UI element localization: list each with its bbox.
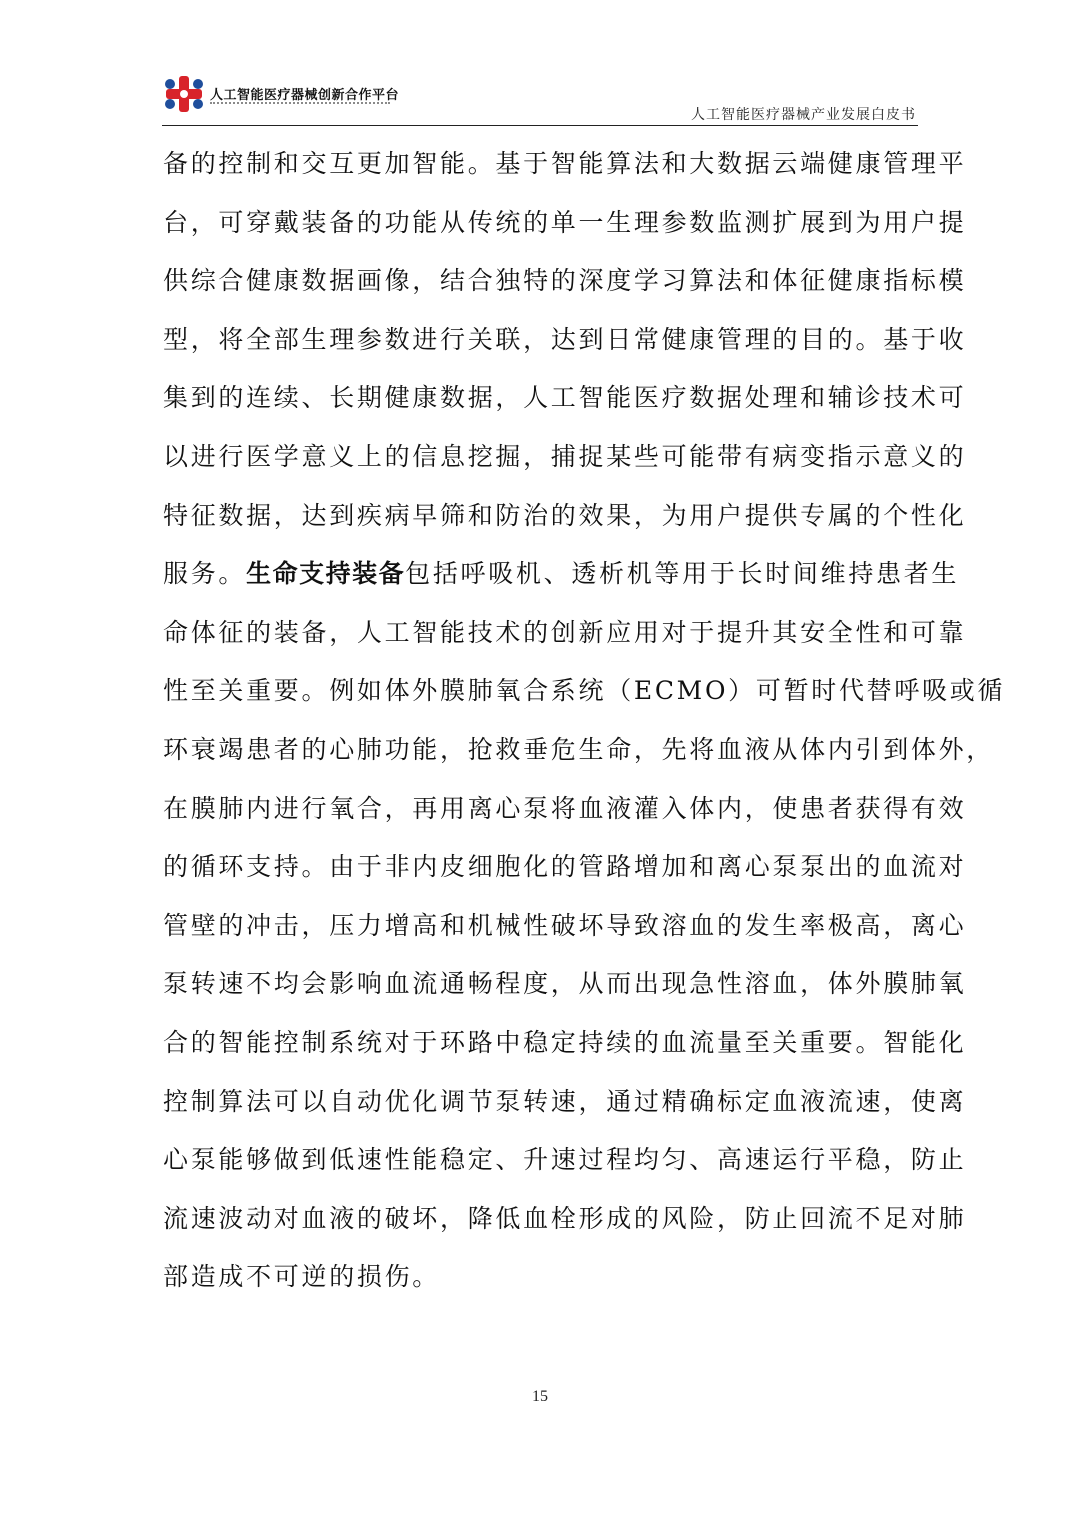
text-line: 心泵能够做到低速性能稳定、升速过程均匀、高速运行平稳，防止 xyxy=(163,1145,967,1175)
text-line: 性至关重要。例如体外膜肺氧合系统（ECMO）可暂时代替呼吸或循 xyxy=(163,676,1006,706)
platform-logo-icon xyxy=(162,74,206,114)
text-line: 控制算法可以自动优化调节泵转速，通过精确标定血液流速，使离 xyxy=(163,1086,967,1116)
text-line: 环衰竭患者的心肺功能，抢救垂危生命，先将血液从体内引到体外， xyxy=(163,734,995,764)
text-line: 服务。生命支持装备包括呼吸机、透析机等用于长时间维持患者生 xyxy=(163,559,960,589)
text-line: 以进行医学意义上的信息挖掘，捕捉某些可能带有病变指示意义的 xyxy=(163,441,967,471)
text-line: 在膜肺内进行氧合，再用离心泵将血液灌入体内，使患者获得有效 xyxy=(163,793,967,823)
organization-name: 人工智能医疗器械创新合作平台 xyxy=(210,88,400,103)
text-line: 泵转速不均会影响血流通畅程度，从而出现急性溶血，体外膜肺氧 xyxy=(163,969,967,999)
text-line: 台，可穿戴装备的功能从传统的单一生理参数监测扩展到为用户提 xyxy=(163,207,967,237)
header-divider xyxy=(162,125,918,126)
text-line: 部造成不可逆的损伤。 xyxy=(163,1262,441,1292)
text-line: 集到的连续、长期健康数据，人工智能医疗数据处理和辅诊技术可 xyxy=(163,383,967,413)
text-line: 型，将全部生理参数进行关联，达到日常健康管理的目的。基于收 xyxy=(163,324,967,354)
text-line: 流速波动对血液的破坏，降低血栓形成的风险，防止回流不足对肺 xyxy=(163,1203,967,1233)
text-line: 合的智能控制系统对于环路中稳定持续的血流量至关重要。智能化 xyxy=(163,1027,967,1057)
body-paragraph xyxy=(163,135,1006,1307)
text-line: 供综合健康数据画像，结合独特的深度学习算法和体征健康指标模 xyxy=(163,266,967,296)
page-header xyxy=(162,70,918,126)
text-line: 特征数据，达到疾病早筛和防治的效果，为用户提供专属的个性化 xyxy=(163,500,967,530)
text-line: 备的控制和交互更加智能。基于智能算法和大数据云端健康管理平 xyxy=(163,149,967,178)
text-line: 命体征的装备，人工智能技术的创新应用对于提升其安全性和可靠 xyxy=(163,617,967,647)
text-line: 管壁的冲击，压力增高和机械性破坏导致溶血的发生率极高，离心 xyxy=(163,910,967,940)
organization-subtitle-line xyxy=(210,102,390,108)
bold-term: 生命支持装备 xyxy=(246,559,406,589)
page-number: 15 xyxy=(532,1388,548,1405)
document-title: 人工智能医疗器械产业发展白皮书 xyxy=(691,107,916,123)
text-line: 的循环支持。由于非内皮细胞化的管路增加和离心泵泵出的血流对 xyxy=(163,852,967,882)
